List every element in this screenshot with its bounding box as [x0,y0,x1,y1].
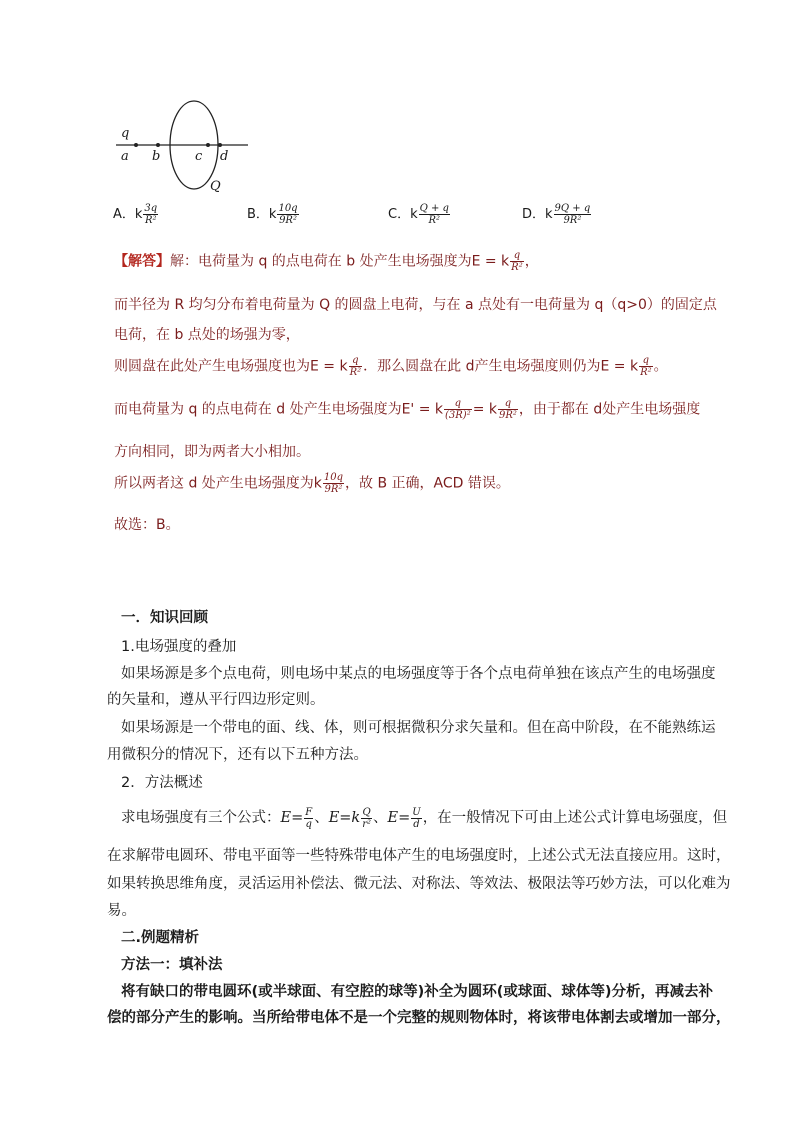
paragraph-3-line-4: 易。 [107,903,136,919]
solution-line-5: 而电荷量为 q 的点电荷在 d 处产生电场强度为E' = k $\frac{q}{\text{(3R)²}}$ = k $\frac{q}{\text{9R²}}$ ，由于都在 d处产生电场强度 [114,398,701,421]
method-1-line-2: 偿的部分产生的影响。当所给带电体不是一个完整的规则物体时，将该带电体割去或增加一部分， [107,1010,731,1026]
formula-2-fraction: $\frac{Q}{\text{r²}}$ [362,806,372,830]
option-d-fraction: $\frac{9Q + q}{\text{9R²}}$ [554,203,591,226]
label-a: a [121,149,129,164]
option-a[interactable] [113,203,159,226]
label-q: q [121,126,130,141]
point-charge-dot [134,143,138,147]
solution-fraction-1: $\frac{q}{\text{R²}}$ [511,250,523,273]
method-1-line-1: 将有缺口的带电圆环(或半球面、有空腔的球等)补全为圆环(或球面、球体等)分析，再减去补 [121,984,714,1000]
solution-fraction-5: $\frac{q}{\text{9R²}}$ [499,398,517,421]
option-c[interactable] [388,203,451,226]
label-c: c [195,149,203,164]
solution-fraction-2: $\frac{q}{\text{R²}}$ [349,355,362,378]
solution-tag: 【解答】 [114,253,170,270]
label-b: b [152,149,161,164]
section-heading-review: 一．知识回顾 [121,610,208,626]
option-d-letter: D．k [522,207,553,222]
option-c-letter: C．k [388,207,418,222]
paragraph-1-line-2: 的矢量和，遵从平行四边形定则。 [107,692,325,708]
label-Q: Q [210,179,221,194]
point-b-dot [156,143,160,147]
option-d[interactable] [522,203,592,226]
solution-line-1: 【解答】解：电荷量为 q 的点电荷在 b 处产生电场强度为E = k $\frac{q}{\text{R²}}$ ， [114,250,539,273]
formula-1-lhs: E= [280,810,304,826]
formula-3-lhs: E= [387,810,411,826]
solution-line-7: 所以两者这 d 处产生电场强度为k $\frac{10q}{\text{9R²}}$ ，故 B 正确，ACD 错误。 [114,472,510,495]
solution-fraction-3: $\frac{q}{\text{R²}}$ [640,355,652,378]
formula-3-fraction: $\frac{U}{d}$ [412,806,421,830]
option-c-fraction: $\frac{Q + q}{\text{R²}}$ [419,203,449,226]
point-c-dot [206,143,210,147]
label-d: d [220,149,229,164]
option-a-fraction: $\frac{3q}{\text{R²}}$ [144,203,158,226]
point-d-dot [218,143,222,147]
paragraph-2-line-2: 用微积分的情况下，还有以下五种方法。 [107,747,368,763]
solution-fraction-6: $\frac{10q}{\text{9R²}}$ [323,472,344,495]
section-heading-examples: 二.例题精析 [121,930,200,946]
subheading-superposition: 1.电场强度的叠加 [121,639,237,655]
subheading-methods: 2．方法概述 [121,775,203,791]
option-b-letter: B．k [247,207,277,222]
solution-line-2: 而半径为 R 均匀分布着电荷量为 Q 的圆盘上电荷，与在 a 点处有一电荷量为 q（q>0）的固定点 [114,297,717,313]
solution-fraction-4: $\frac{q}{\text{(3R)²}}$ [445,398,471,421]
solution-line-6: 方向相同，即为两者大小相加。 [114,444,310,460]
option-a-letter: A．k [113,207,143,222]
formula-2-lhs: E=k [328,810,361,826]
formula-1-fraction: $\frac{F}{q}$ [305,806,313,830]
solution-answer: 故选：B。 [114,517,180,533]
solution-line-4: 则圆盘在此处产生电场强度也为E = k $\frac{q}{\text{R²}}$ ．那么圆盘在此 d产生电场强度则仍为E = k $\frac{q}{\text{R²}}$ 。 [114,355,668,378]
paragraph-3-line-2: 在求解带电圆环、带电平面等一些特殊带电体产生的电场强度时，上述公式无法直接应用。这时， [107,848,731,864]
option-b-fraction: $\frac{10q}{\text{9R²}}$ [278,203,298,226]
paragraph-3-line-3: 如果转换思维角度，灵活运用补偿法、微元法、对称法、等效法、极限法等巧妙方法，可以化难为 [107,876,731,892]
charged-disk-figure [110,96,260,200]
solution-line-3: 电荷，在 b 点处的场强为零， [114,327,300,343]
option-b[interactable] [247,203,300,226]
paragraph-2-line-1: 如果场源是一个带电的面、线、体，则可根据微积分求矢量和。但在高中阶段，在不能熟练运 [121,720,716,736]
paragraph-3-line-1: 求电场强度有三个公式：E= $\frac{F}{q}$ 、E=k $\frac{Q}{\text{r²}}$ 、E= $\frac{U}{d}$ ，在一般情况下可由上述公式计算电场强度，但 [121,806,728,830]
paragraph-1-line-1: 如果场源是多个点电荷，则电场中某点的电场强度等于各个点电荷单独在该点产生的电场强度 [121,666,716,682]
method-1-heading: 方法一：填补法 [121,957,223,973]
